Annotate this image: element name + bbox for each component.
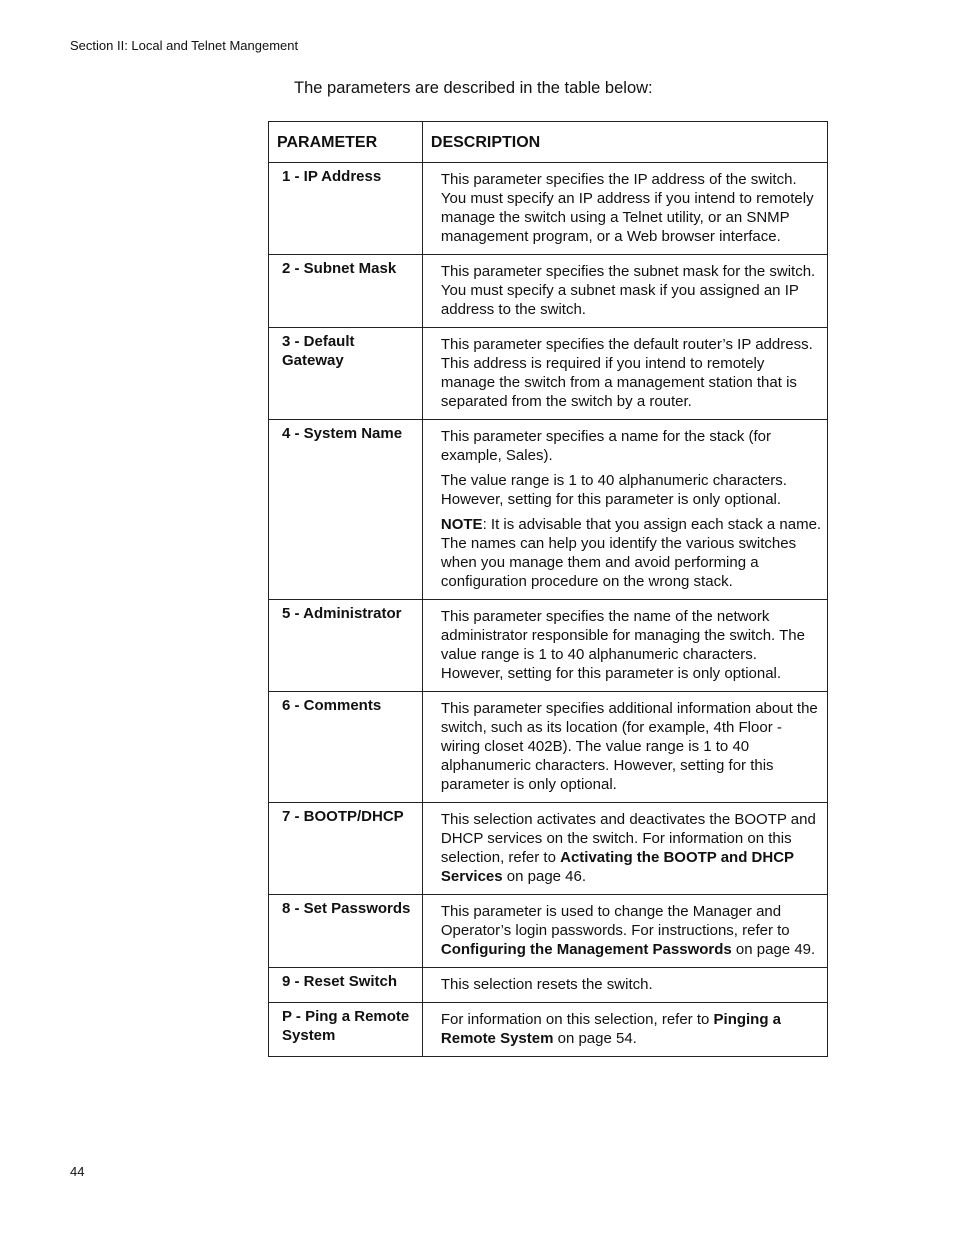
cross-reference: Configuring the Management Passwords [440,941,732,958]
description-text: on page 49. [731,941,816,958]
table-row [269,803,828,895]
parameter-description [422,600,827,692]
description-text: : It is advisable that you assign each stack a name. The names can help you identify the various switches when you manage them and avoid performing a configuration procedure on the wrong stack. [440,516,822,590]
description-text: This parameter specifies the IP address of the switch. You must specify an IP address if you intend to remotely manage the switch using a Telnet utility, or an SNMP management program, or a Web browser interface. [440,171,814,245]
table-row [269,895,828,968]
description-paragraph [441,515,822,591]
cross-reference: Pinging a Remote System [440,1011,782,1047]
description-paragraph [441,1010,822,1048]
parameter-name: 5 - Administrator [269,600,423,692]
description-text: This parameter is used to change the Manager and Operator’s login passwords. For instructions, refer to [440,903,790,939]
parameter-description [422,895,827,968]
description-paragraph [441,902,822,959]
cross-reference: Activating the BOOTP and DHCP Services [440,849,794,885]
parameter-description [422,255,827,328]
description-paragraph [441,427,822,465]
parameter-description [422,692,827,803]
table-row [269,600,828,692]
description-text: This parameter specifies the default router’s IP address. This address is required if you intend to remotely manage the switch from a management station that is separated from the switch by a router. [440,336,813,410]
parameter-name: 9 - Reset Switch [269,968,423,1003]
parameter-description [422,1003,827,1057]
parameters-table [268,121,828,1057]
parameter-description [422,328,827,420]
parameter-name: P - Ping a Remote System [269,1003,423,1057]
parameter-name: 7 - BOOTP/DHCP [269,803,423,895]
table-row [269,255,828,328]
description-text: This selection resets the switch. [440,976,653,993]
table-row [269,163,828,255]
description-paragraph [441,471,822,509]
description-text: This parameter specifies a name for the stack (for example, Sales). [440,428,772,464]
parameter-name: 8 - Set Passwords [269,895,423,968]
description-text: The value range is 1 to 40 alphanumeric characters. However, setting for this parameter is only optional. [440,472,787,508]
intro-text: The parameters are described in the table below: [294,79,653,97]
description-paragraph [441,810,822,886]
table-row [269,328,828,420]
description-text: This selection activates and deactivates the BOOTP and DHCP services on the switch. For information on this selection, refer to [440,811,816,866]
parameter-description [422,420,827,600]
description-paragraph [441,975,822,994]
description-text: on page 54. [553,1030,637,1047]
parameter-name: 1 - IP Address [269,163,423,255]
table-row [269,692,828,803]
parameter-name: 2 - Subnet Mask [269,255,423,328]
page-number: 44 [70,1164,85,1179]
table-header-row [269,122,828,163]
description-text: This parameter specifies the subnet mask for the switch. You must specify a subnet mask if you assigned an IP address to the switch. [440,263,816,318]
column-header-parameter: PARAMETER [269,122,423,163]
parameter-description [422,968,827,1003]
parameter-name: 4 - System Name [269,420,423,600]
description-text: This parameter specifies additional information about the switch, such as its location (for example, 4th Floor - wiring closet 402B). The value range is 1 to 40 alphanumeric characters. However, setting for this parameter is only optional. [440,700,818,793]
description-paragraph [441,170,822,246]
parameter-name: 3 - Default Gateway [269,328,423,420]
description-paragraph [441,607,822,683]
description-paragraph [441,699,822,794]
column-header-description: DESCRIPTION [422,122,827,163]
cross-reference: NOTE [440,516,483,533]
table-row [269,420,828,600]
table-row [269,968,828,1003]
table-row [269,1003,828,1057]
description-text: on page 46. [502,868,587,885]
description-paragraph [441,262,822,319]
parameter-description [422,163,827,255]
parameter-name: 6 - Comments [269,692,423,803]
description-paragraph [441,335,822,411]
parameter-description [422,803,827,895]
running-header: Section II: Local and Telnet Mangement [70,38,299,53]
description-text: For information on this selection, refer to [440,1011,714,1028]
description-text: This parameter specifies the name of the network administrator responsible for managing the switch. The value range is 1 to 40 alphanumeric characters. However, setting for this parameter is only optional. [440,608,805,682]
